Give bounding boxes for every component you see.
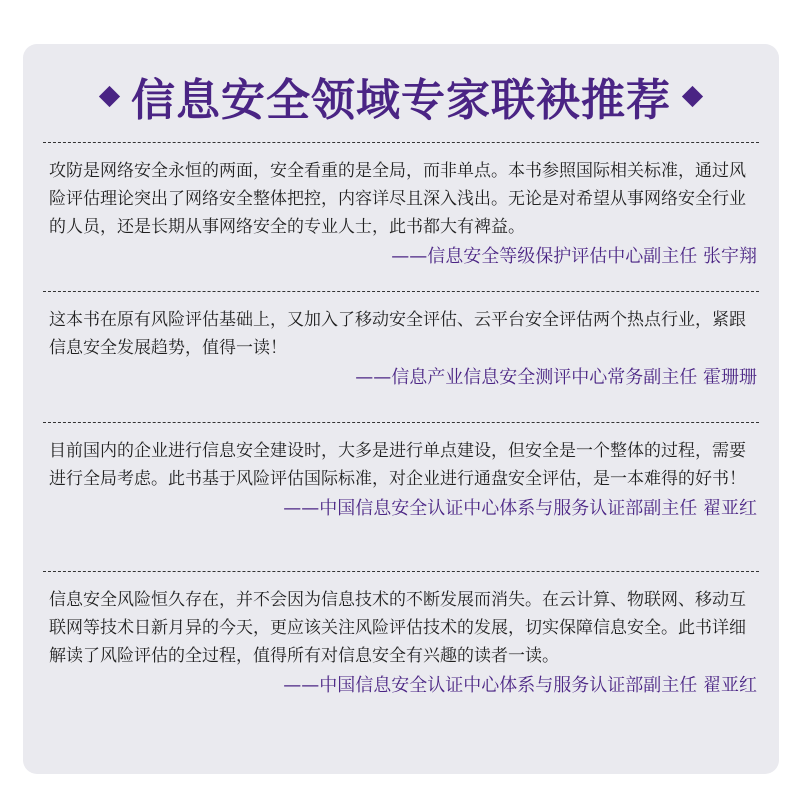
recommendation-text: 这本书在原有风险评估基础上，又加入了移动安全评估、云平台安全评估两个热点行业，紧跟信息安全发展趋势，值得一读！ <box>49 310 746 358</box>
recommendation-text: 信息安全风险恒久存在，并不会因为信息技术的不断发展而消失。在云计算、物联网、移动互联网等技术日新月异的今天，更应该关注风险评估技术的发展，切实保障信息安全。此书详细解读了风险评估的全过程，值得所有对信息安全有兴趣的读者一读。 <box>49 590 746 666</box>
recommendation-attribution: ——信息安全等级保护评估中心副主任 张宇翔 <box>391 246 757 267</box>
recommendation-attribution: ——中国信息安全认证中心体系与服务认证部副主任 翟亚红 <box>283 675 757 696</box>
recommendation-attribution: ——信息产业信息安全测评中心常务副主任 霍珊珊 <box>355 367 757 388</box>
recommendation-text: 攻防是网络安全永恒的两面，安全看重的是全局，而非单点。本书参照国际相关标准，通过风险评估理论突出了网络安全整体把控，内容详尽且深入浅出。无论是对希望从事网络安全行业的人员，还是长期从事网络安全的专业人士，此书都大有裨益。 <box>49 161 746 237</box>
recommendation-attribution: ——中国信息安全认证中心体系与服务认证部副主任 翟亚红 <box>283 498 757 519</box>
recommendation-item <box>43 292 759 422</box>
title-row <box>43 50 759 142</box>
recommendation-item <box>43 423 759 571</box>
recommendation-panel <box>23 44 779 774</box>
diamond-left-icon <box>99 85 120 106</box>
recommendation-item <box>43 572 759 732</box>
page-title: 信息安全领域专家联袂推荐 <box>131 75 671 126</box>
recommendation-text: 目前国内的企业进行信息安全建设时，大多是进行单点建设，但安全是一个整体的过程，需要进行全局考虑。此书基于风险评估国际标准，对企业进行通盘安全评估，是一本难得的好书！ <box>49 441 746 489</box>
diamond-right-icon <box>682 85 703 106</box>
recommendation-item <box>43 143 759 291</box>
